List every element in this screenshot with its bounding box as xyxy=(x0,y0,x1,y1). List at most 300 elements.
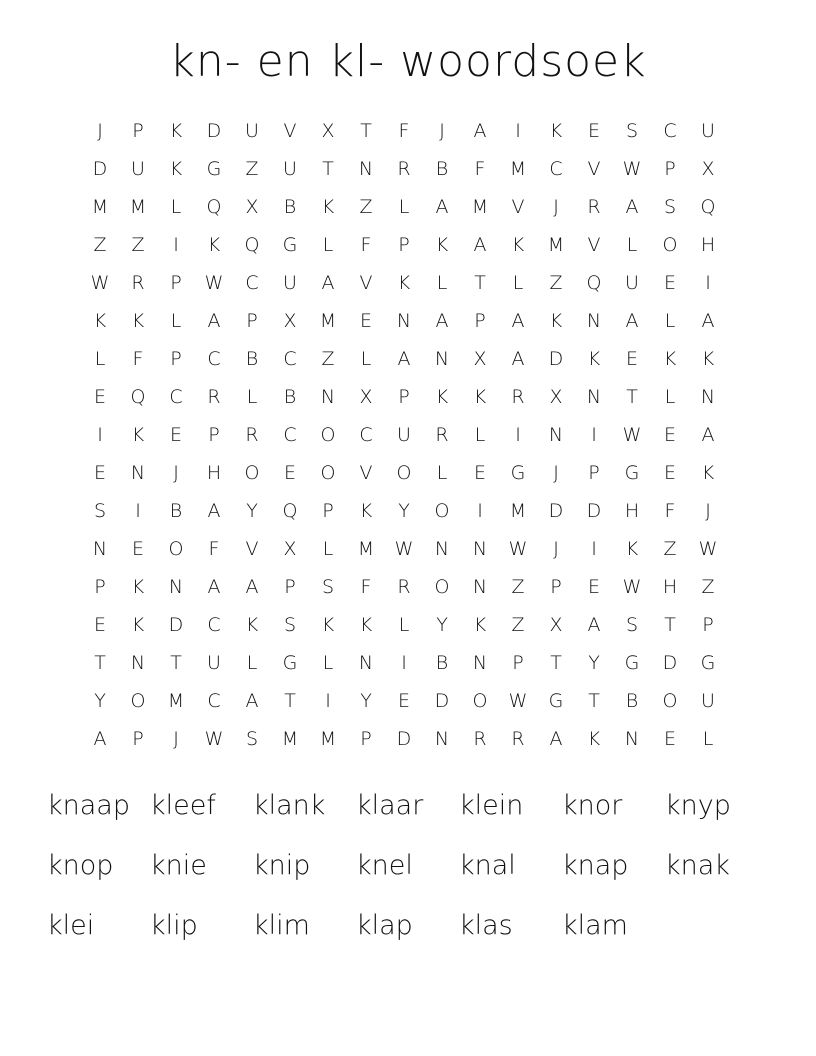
grid-letter: D xyxy=(434,690,450,712)
grid-letter: T xyxy=(588,690,600,712)
grid-letter: K xyxy=(131,310,145,332)
grid-letter: D xyxy=(92,158,108,180)
grid-letter: W xyxy=(622,158,642,180)
grid-letter: O xyxy=(434,576,450,598)
grid-letter: T xyxy=(284,690,296,712)
grid-letter: L xyxy=(170,310,182,332)
grid-letter: I xyxy=(135,500,141,522)
grid-letter: Y xyxy=(360,690,372,712)
grid-letter: L xyxy=(322,652,334,674)
grid-letter: V xyxy=(245,538,259,560)
grid-letter: O xyxy=(662,234,678,256)
grid-letter: Q xyxy=(586,272,602,294)
grid-letter: K xyxy=(587,348,601,370)
grid-letter: A xyxy=(245,690,259,712)
grid-letter: Z xyxy=(321,348,335,370)
grid-letter: A xyxy=(207,500,221,522)
grid-letter: Y xyxy=(246,500,258,522)
grid-letter: X xyxy=(549,386,563,408)
grid-letter: K xyxy=(701,348,715,370)
grid-letter: Z xyxy=(549,272,563,294)
grid-letter: R xyxy=(397,576,411,598)
word-list-item: klank xyxy=(253,790,326,821)
word-list-item: kleef xyxy=(150,790,216,821)
word-list-item: knel xyxy=(356,850,413,881)
grid-letter: L xyxy=(626,234,638,256)
grid-letter: Y xyxy=(588,652,600,674)
grid-letter: L xyxy=(360,348,372,370)
grid-letter: A xyxy=(473,120,487,142)
letter-grid xyxy=(81,112,727,758)
grid-letter: M xyxy=(91,196,109,218)
grid-letter: C xyxy=(663,120,677,142)
grid-letter: N xyxy=(586,310,602,332)
grid-letter: H xyxy=(206,462,222,484)
grid-letter: W xyxy=(622,424,642,446)
grid-letter: V xyxy=(283,120,297,142)
grid-letter: A xyxy=(511,348,525,370)
grid-letter: D xyxy=(662,652,678,674)
grid-letter: N xyxy=(472,652,488,674)
grid-letter: W xyxy=(508,538,528,560)
grid-letter: N xyxy=(320,386,336,408)
grid-letter: V xyxy=(587,234,601,256)
grid-letter: Z xyxy=(93,234,107,256)
grid-letter: E xyxy=(663,462,676,484)
grid-letter: X xyxy=(245,196,259,218)
grid-letter: W xyxy=(508,690,528,712)
grid-letter: P xyxy=(702,614,714,636)
grid-letter: U xyxy=(701,690,715,712)
grid-letter: Z xyxy=(245,158,259,180)
grid-letter: L xyxy=(246,652,258,674)
grid-letter: O xyxy=(168,538,184,560)
grid-letter: M xyxy=(167,690,185,712)
word-list-item: knip xyxy=(253,850,311,881)
grid-letter: N xyxy=(130,652,146,674)
grid-letter: R xyxy=(131,272,145,294)
grid-letter: N xyxy=(92,538,108,560)
grid-letter: E xyxy=(663,728,676,750)
grid-letter: W xyxy=(90,272,110,294)
grid-letter: N xyxy=(434,538,450,560)
grid-letter: F xyxy=(360,234,372,256)
grid-letter: R xyxy=(435,424,449,446)
grid-letter: X xyxy=(283,538,297,560)
grid-letter: L xyxy=(664,386,676,408)
grid-letter: I xyxy=(173,234,179,256)
grid-letter: W xyxy=(394,538,414,560)
grid-letter: F xyxy=(360,576,372,598)
grid-letter: A xyxy=(321,272,335,294)
grid-letter: L xyxy=(398,196,410,218)
grid-letter: R xyxy=(511,728,525,750)
grid-letter: L xyxy=(436,272,448,294)
grid-letter: P xyxy=(550,576,562,598)
grid-letter: K xyxy=(169,120,183,142)
grid-letter: Y xyxy=(436,614,448,636)
grid-letter: K xyxy=(549,310,563,332)
grid-letter: P xyxy=(398,386,410,408)
grid-letter: X xyxy=(473,348,487,370)
grid-letter: Y xyxy=(398,500,410,522)
grid-letter: A xyxy=(435,196,449,218)
grid-letter: X xyxy=(701,158,715,180)
grid-letter: L xyxy=(398,614,410,636)
grid-letter: O xyxy=(472,690,488,712)
grid-letter: A xyxy=(549,728,563,750)
word-list-item: klaar xyxy=(356,790,424,821)
grid-letter: R xyxy=(473,728,487,750)
grid-letter: I xyxy=(705,272,711,294)
grid-letter: M xyxy=(509,500,527,522)
word-list-item: knop xyxy=(47,850,114,881)
grid-letter: G xyxy=(206,158,222,180)
grid-letter: R xyxy=(397,158,411,180)
grid-letter: B xyxy=(283,386,297,408)
grid-letter: T xyxy=(322,158,334,180)
grid-letter: N xyxy=(396,310,412,332)
grid-letter: M xyxy=(319,728,337,750)
grid-letter: K xyxy=(245,614,259,636)
grid-letter: A xyxy=(473,234,487,256)
grid-letter: C xyxy=(283,348,297,370)
grid-letter: N xyxy=(472,576,488,598)
grid-letter: J xyxy=(553,196,559,218)
grid-letter: A xyxy=(625,196,639,218)
word-list-item: klap xyxy=(356,910,413,941)
grid-letter: V xyxy=(359,272,373,294)
grid-letter: Y xyxy=(94,690,106,712)
grid-letter: U xyxy=(397,424,411,446)
grid-letter: M xyxy=(129,196,147,218)
grid-letter: N xyxy=(168,576,184,598)
grid-letter: I xyxy=(477,500,483,522)
grid-letter: Z xyxy=(511,614,525,636)
grid-letter: K xyxy=(549,120,563,142)
word-list xyxy=(47,776,787,956)
grid-letter: U xyxy=(245,120,259,142)
grid-letter: A xyxy=(397,348,411,370)
grid-letter: L xyxy=(702,728,714,750)
grid-letter: J xyxy=(439,120,445,142)
grid-letter: A xyxy=(435,310,449,332)
grid-letter: L xyxy=(322,234,334,256)
grid-letter: Z xyxy=(701,576,715,598)
grid-letter: N xyxy=(548,424,564,446)
grid-letter: T xyxy=(550,652,562,674)
grid-letter: T xyxy=(626,386,638,408)
grid-letter: M xyxy=(471,196,489,218)
grid-letter: H xyxy=(624,500,640,522)
grid-letter: S xyxy=(93,500,107,522)
grid-letter: P xyxy=(588,462,600,484)
grid-letter: N xyxy=(624,728,640,750)
word-list-item: knaap xyxy=(47,790,130,821)
grid-letter: R xyxy=(511,386,525,408)
grid-letter: O xyxy=(130,690,146,712)
grid-letter: D xyxy=(168,614,184,636)
grid-letter: S xyxy=(625,614,639,636)
grid-letter: F xyxy=(132,348,144,370)
grid-letter: D xyxy=(586,500,602,522)
grid-letter: W xyxy=(204,728,224,750)
grid-letter: P xyxy=(246,310,258,332)
grid-letter: J xyxy=(173,462,179,484)
grid-letter: P xyxy=(132,120,144,142)
grid-letter: Q xyxy=(700,196,716,218)
word-list-item: klein xyxy=(459,790,524,821)
grid-letter: K xyxy=(625,538,639,560)
grid-letter: X xyxy=(283,310,297,332)
grid-letter: K xyxy=(321,196,335,218)
grid-letter: C xyxy=(207,614,221,636)
grid-letter: T xyxy=(94,652,106,674)
grid-letter: J xyxy=(705,500,711,522)
grid-letter: D xyxy=(548,348,564,370)
grid-letter: O xyxy=(396,462,412,484)
grid-letter: K xyxy=(131,576,145,598)
grid-letter: I xyxy=(515,424,521,446)
grid-letter: B xyxy=(245,348,259,370)
grid-letter: N xyxy=(700,386,716,408)
grid-letter: N xyxy=(434,728,450,750)
word-list-item: knap xyxy=(562,850,629,881)
grid-letter: K xyxy=(207,234,221,256)
grid-letter: I xyxy=(401,652,407,674)
grid-letter: H xyxy=(662,576,678,598)
grid-letter: P xyxy=(512,652,524,674)
grid-letter: P xyxy=(132,728,144,750)
word-list-item: klam xyxy=(562,910,628,941)
grid-letter: U xyxy=(701,120,715,142)
grid-letter: P xyxy=(94,576,106,598)
grid-letter: W xyxy=(204,272,224,294)
grid-letter: Z xyxy=(663,538,677,560)
word-list-item: knor xyxy=(562,790,623,821)
grid-letter: G xyxy=(282,652,298,674)
grid-letter: F xyxy=(664,500,676,522)
word-list-item: knie xyxy=(150,850,207,881)
grid-letter: N xyxy=(586,386,602,408)
grid-letter: G xyxy=(548,690,564,712)
grid-letter: A xyxy=(511,310,525,332)
grid-letter: P xyxy=(284,576,296,598)
grid-letter: O xyxy=(662,690,678,712)
grid-letter: G xyxy=(624,462,640,484)
grid-letter: J xyxy=(553,538,559,560)
grid-letter: V xyxy=(587,158,601,180)
grid-letter: P xyxy=(208,424,220,446)
grid-letter: Q xyxy=(282,500,298,522)
grid-letter: U xyxy=(207,652,221,674)
word-list-item: klei xyxy=(47,910,95,941)
grid-letter: A xyxy=(625,310,639,332)
grid-letter: L xyxy=(170,196,182,218)
grid-letter: N xyxy=(358,158,374,180)
grid-letter: O xyxy=(434,500,450,522)
grid-letter: J xyxy=(97,120,103,142)
grid-letter: I xyxy=(591,538,597,560)
grid-letter: B xyxy=(169,500,183,522)
grid-letter: X xyxy=(549,614,563,636)
grid-letter: V xyxy=(359,462,373,484)
grid-letter: K xyxy=(473,386,487,408)
grid-letter: L xyxy=(436,462,448,484)
grid-letter: K xyxy=(511,234,525,256)
grid-letter: R xyxy=(245,424,259,446)
word-list-item: knak xyxy=(665,850,730,881)
grid-letter: K xyxy=(397,272,411,294)
grid-letter: L xyxy=(512,272,524,294)
grid-letter: L xyxy=(474,424,486,446)
grid-letter: K xyxy=(131,614,145,636)
grid-letter: E xyxy=(587,120,600,142)
grid-letter: T xyxy=(664,614,676,636)
grid-letter: G xyxy=(282,234,298,256)
grid-letter: Q xyxy=(244,234,260,256)
grid-letter: O xyxy=(320,462,336,484)
grid-letter: Z xyxy=(359,196,373,218)
grid-letter: T xyxy=(474,272,486,294)
grid-letter: T xyxy=(170,652,182,674)
grid-letter: E xyxy=(169,424,182,446)
grid-letter: E xyxy=(93,386,106,408)
grid-letter: W xyxy=(622,576,642,598)
grid-letter: P xyxy=(474,310,486,332)
grid-letter: P xyxy=(170,272,182,294)
grid-letter: D xyxy=(396,728,412,750)
grid-letter: I xyxy=(591,424,597,446)
grid-letter: Z xyxy=(131,234,145,256)
grid-letter: S xyxy=(245,728,259,750)
grid-letter: S xyxy=(663,196,677,218)
grid-letter: C xyxy=(207,348,221,370)
grid-letter: K xyxy=(359,500,373,522)
grid-letter: K xyxy=(321,614,335,636)
page-title: kn- en kl- woordsoek xyxy=(169,36,647,87)
grid-letter: I xyxy=(97,424,103,446)
grid-letter: J xyxy=(173,728,179,750)
grid-letter: E xyxy=(397,690,410,712)
grid-letter: C xyxy=(207,690,221,712)
grid-letter: A xyxy=(701,424,715,446)
grid-letter: U xyxy=(625,272,639,294)
grid-letter: M xyxy=(357,538,375,560)
grid-letter: E xyxy=(359,310,372,332)
grid-letter: S xyxy=(283,614,297,636)
word-list-item: knyp xyxy=(665,790,731,821)
grid-letter: C xyxy=(549,158,563,180)
grid-letter: G xyxy=(624,652,640,674)
grid-letter: W xyxy=(698,538,718,560)
grid-letter: M xyxy=(509,158,527,180)
grid-letter: P xyxy=(170,348,182,370)
grid-letter: K xyxy=(435,234,449,256)
grid-letter: S xyxy=(321,576,335,598)
word-list-item: klas xyxy=(459,910,513,941)
grid-letter: P xyxy=(398,234,410,256)
grid-letter: N xyxy=(130,462,146,484)
word-list-item: klim xyxy=(253,910,310,941)
grid-letter: M xyxy=(319,310,337,332)
grid-letter: K xyxy=(587,728,601,750)
grid-letter: P xyxy=(322,500,334,522)
grid-letter: Q xyxy=(206,196,222,218)
grid-letter: A xyxy=(701,310,715,332)
grid-letter: K xyxy=(473,614,487,636)
grid-letter: L xyxy=(664,310,676,332)
grid-letter: F xyxy=(474,158,486,180)
grid-letter: V xyxy=(511,196,525,218)
grid-letter: E xyxy=(587,576,600,598)
grid-letter: E xyxy=(663,272,676,294)
grid-letter: A xyxy=(587,614,601,636)
grid-letter: E xyxy=(625,348,638,370)
grid-letter: K xyxy=(169,158,183,180)
grid-letter: U xyxy=(283,158,297,180)
grid-letter: R xyxy=(207,386,221,408)
grid-letter: P xyxy=(664,158,676,180)
grid-letter: A xyxy=(207,310,221,332)
grid-letter: D xyxy=(206,120,222,142)
grid-letter: G xyxy=(700,652,716,674)
grid-letter: X xyxy=(321,120,335,142)
grid-letter: Z xyxy=(511,576,525,598)
grid-letter: Q xyxy=(130,386,146,408)
grid-letter: D xyxy=(548,500,564,522)
grid-letter: C xyxy=(245,272,259,294)
grid-letter: C xyxy=(359,424,373,446)
grid-letter: T xyxy=(360,120,372,142)
grid-letter: L xyxy=(94,348,106,370)
grid-letter: K xyxy=(93,310,107,332)
grid-letter: C xyxy=(283,424,297,446)
grid-letter: E xyxy=(283,462,296,484)
grid-letter: E xyxy=(131,538,144,560)
grid-letter: E xyxy=(93,462,106,484)
grid-letter: E xyxy=(93,614,106,636)
grid-letter: X xyxy=(359,386,373,408)
grid-letter: F xyxy=(398,120,410,142)
grid-letter: K xyxy=(359,614,373,636)
grid-letter: L xyxy=(322,538,334,560)
grid-letter: B xyxy=(435,652,449,674)
grid-letter: K xyxy=(701,462,715,484)
grid-letter: P xyxy=(360,728,372,750)
grid-letter: A xyxy=(245,576,259,598)
grid-letter: U xyxy=(283,272,297,294)
grid-letter: M xyxy=(281,728,299,750)
grid-letter: N xyxy=(472,538,488,560)
grid-letter: N xyxy=(358,652,374,674)
grid-letter: I xyxy=(325,690,331,712)
grid-letter: N xyxy=(434,348,450,370)
grid-letter: L xyxy=(246,386,258,408)
grid-letter: H xyxy=(700,234,716,256)
grid-letter: K xyxy=(435,386,449,408)
grid-letter: I xyxy=(515,120,521,142)
word-list-item: klip xyxy=(150,910,198,941)
grid-letter: O xyxy=(244,462,260,484)
grid-letter: R xyxy=(587,196,601,218)
grid-letter: K xyxy=(131,424,145,446)
grid-letter: U xyxy=(131,158,145,180)
grid-letter: M xyxy=(547,234,565,256)
word-list-item: knal xyxy=(459,850,516,881)
grid-letter: B xyxy=(625,690,639,712)
grid-letter: E xyxy=(663,424,676,446)
